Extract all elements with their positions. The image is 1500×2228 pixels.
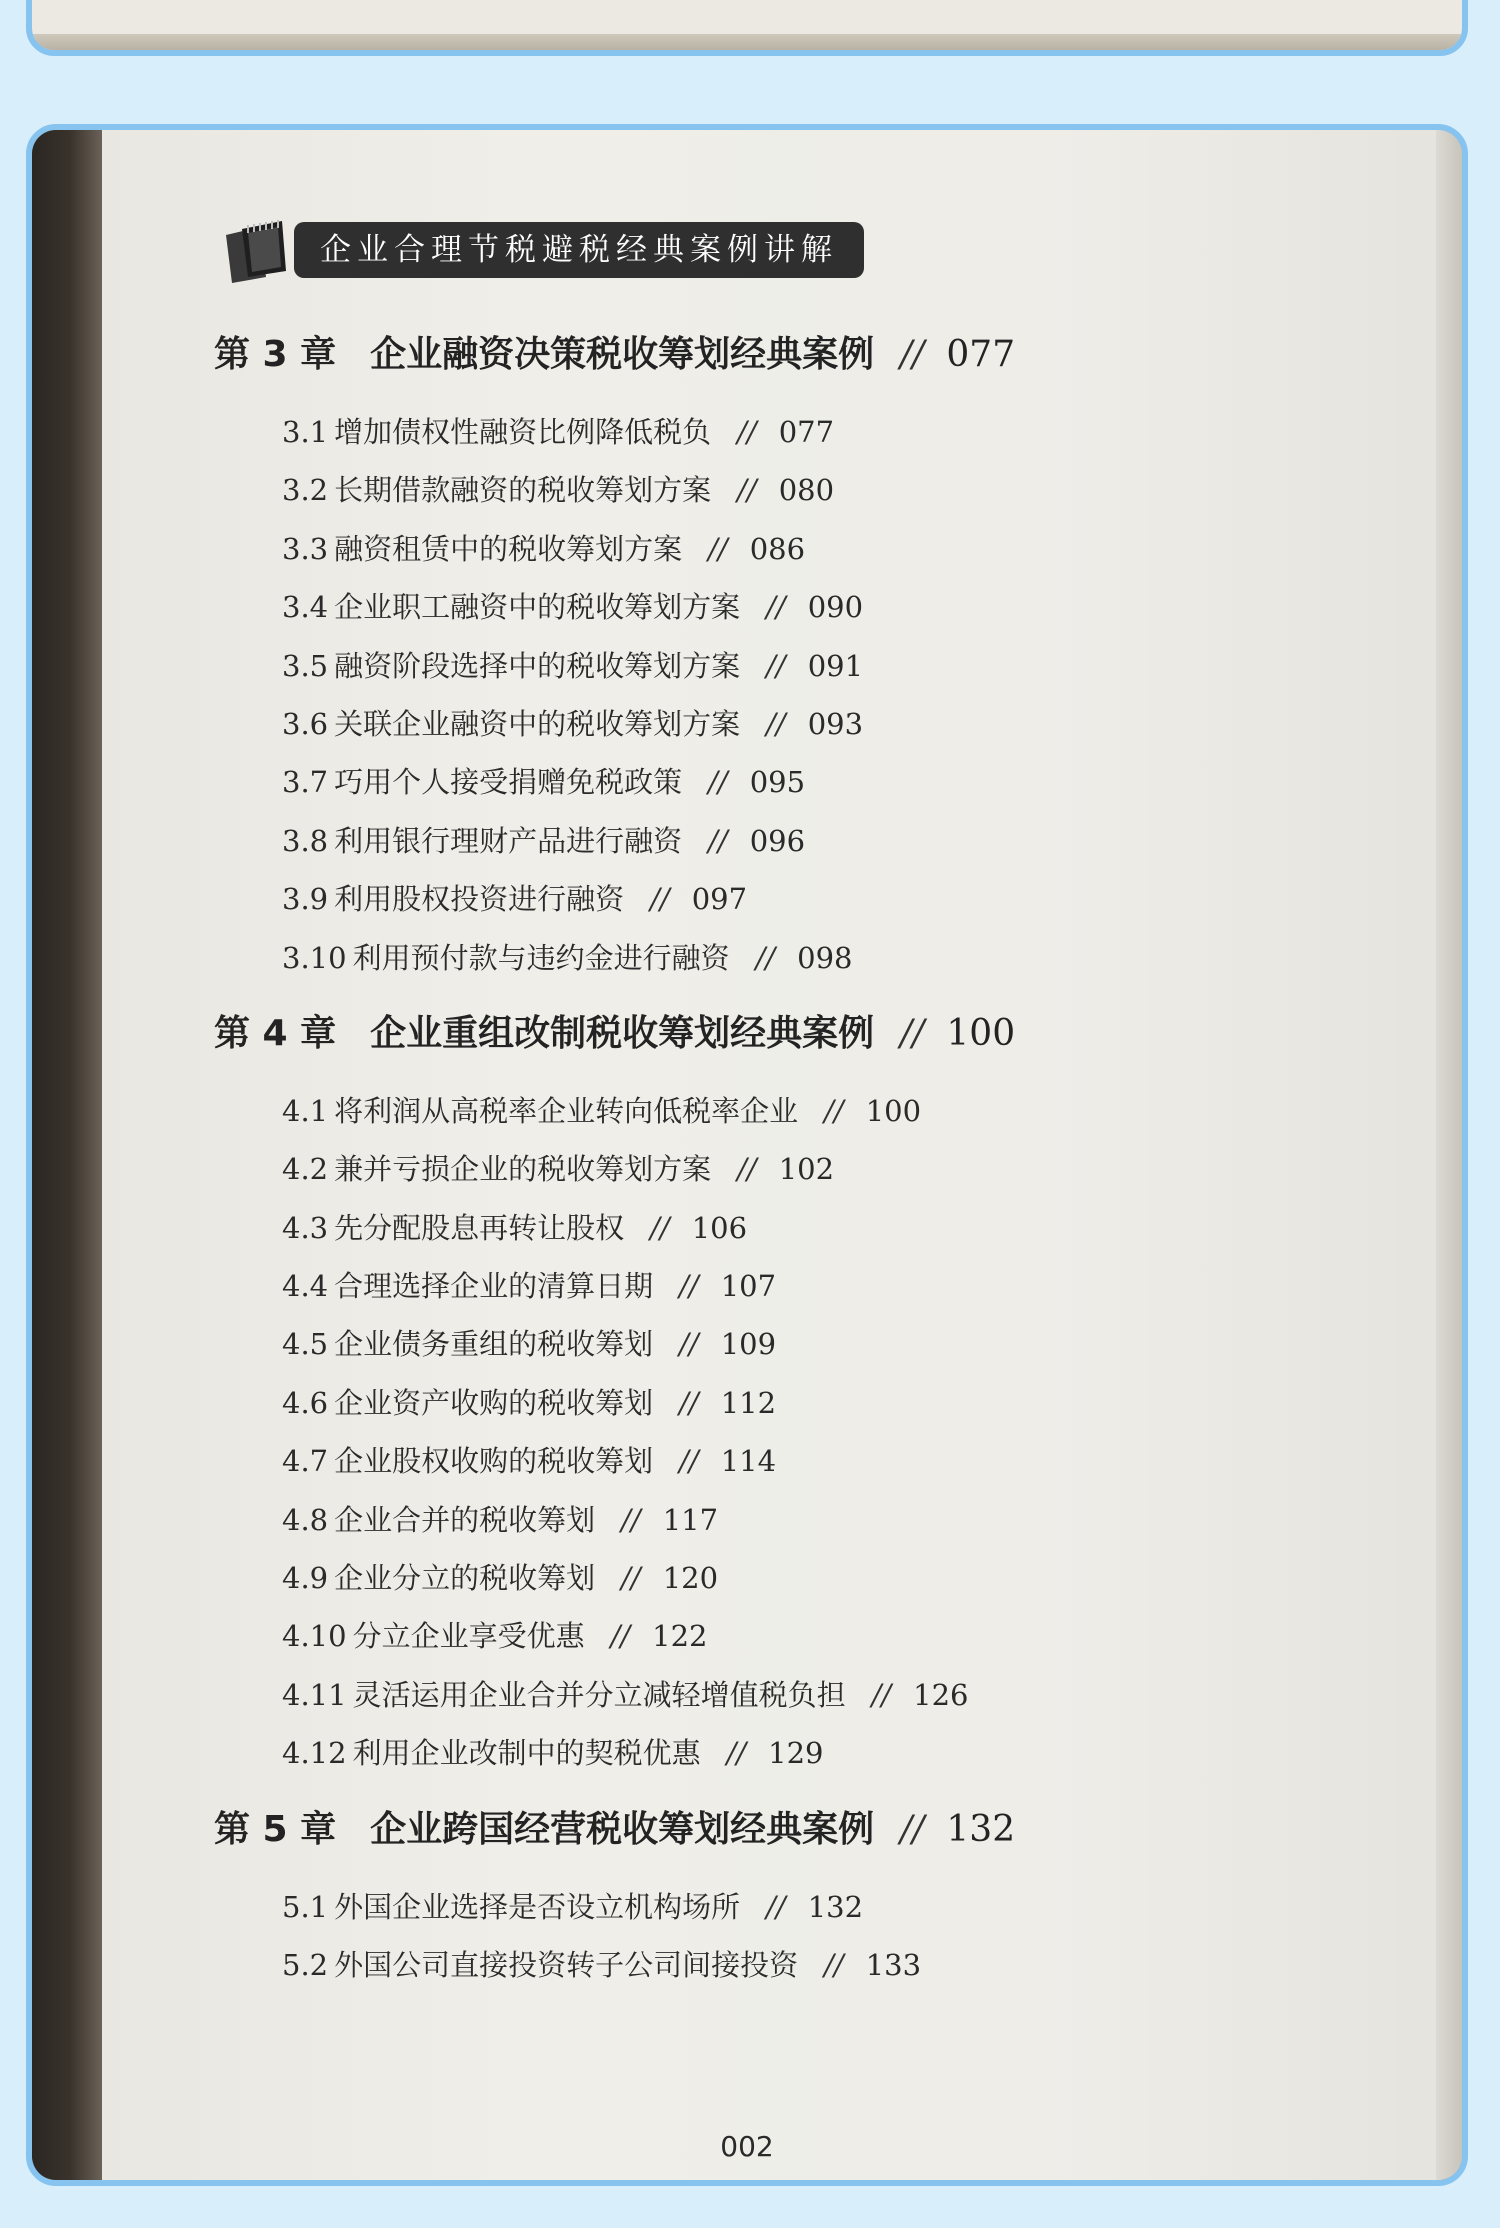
- section-title: 兼并亏损企业的税收筹划方案: [334, 1152, 712, 1187]
- section-page: 120: [662, 1561, 719, 1596]
- toc-entry: [282, 1607, 1402, 1665]
- section-title: 企业职工融资中的税收筹划方案: [334, 590, 741, 625]
- section-code: 3.8: [282, 823, 329, 858]
- section-page: 091: [807, 648, 864, 683]
- section-page: 102: [778, 1152, 835, 1187]
- section-separator: //: [650, 882, 670, 917]
- section-list: [214, 1878, 1402, 1995]
- chapter-heading: [214, 1801, 1402, 1852]
- chapter-page: 132: [946, 1808, 1016, 1850]
- section-title: 企业资产收购的税收筹划: [334, 1385, 654, 1420]
- section-page: 096: [749, 823, 806, 858]
- book-spine: [32, 130, 102, 2180]
- previous-photo-edge: [32, 34, 1462, 50]
- page-number: 002: [720, 2130, 774, 2163]
- chapter-page: 100: [946, 1012, 1016, 1054]
- section-title: 分立企业享受优惠: [352, 1619, 585, 1654]
- section-separator: //: [708, 765, 728, 800]
- section-separator: //: [824, 1947, 844, 1982]
- section-separator: //: [621, 1502, 641, 1537]
- section-page: 112: [720, 1385, 777, 1420]
- section-title: 利用股权投资进行融资: [334, 882, 625, 917]
- chapter-title: 企业重组改制税收筹划经典案例: [370, 1012, 875, 1054]
- section-page: 114: [720, 1444, 777, 1479]
- section-page: 077: [778, 415, 835, 449]
- section-page: 097: [691, 882, 748, 917]
- photo-frame: [26, 124, 1468, 2186]
- book-header: [220, 220, 864, 280]
- toc-entry: [282, 1878, 1402, 1936]
- toc-entry: [282, 1257, 1402, 1315]
- toc-entry: [282, 929, 1402, 987]
- toc-entry: [282, 1724, 1402, 1782]
- section-separator: //: [610, 1619, 631, 1654]
- section-code: 5.2: [282, 1947, 329, 1982]
- section-title: 关联企业融资中的税收筹划方案: [334, 706, 741, 741]
- section-code: 4.10: [282, 1619, 347, 1654]
- chapter-title: 企业跨国经营税收筹划经典案例: [370, 1808, 875, 1850]
- chapter-number: 第 4 章: [214, 1012, 337, 1054]
- section-code: 4.2: [282, 1152, 329, 1187]
- section-code: 4.1: [282, 1093, 329, 1128]
- toc-entry: [282, 870, 1402, 928]
- section-code: 4.7: [282, 1444, 329, 1479]
- section-code: 3.4: [282, 590, 329, 625]
- section-separator: //: [650, 1210, 670, 1245]
- section-title: 利用企业改制中的契税优惠: [352, 1736, 701, 1771]
- section-code: 4.5: [282, 1327, 329, 1362]
- section-code: 4.12: [282, 1736, 347, 1771]
- chapter-separator: //: [900, 334, 925, 375]
- toc-entry: [282, 461, 1402, 519]
- section-code: 3.1: [282, 415, 329, 449]
- toc-entry: [282, 1374, 1402, 1432]
- chapter-block: [214, 326, 1402, 987]
- section-list: [214, 1082, 1402, 1783]
- section-code: 3.6: [282, 706, 329, 741]
- section-separator: //: [737, 1152, 757, 1187]
- chapter-separator: //: [900, 1808, 925, 1850]
- toc-entry: [282, 1082, 1402, 1140]
- section-separator: //: [679, 1327, 699, 1362]
- section-page: 107: [720, 1269, 777, 1304]
- section-title: 利用银行理财产品进行融资: [334, 823, 683, 858]
- previous-photo-frame: [26, 0, 1468, 56]
- toc-entry: [282, 1315, 1402, 1373]
- section-title: 先分配股息再转让股权: [334, 1210, 625, 1245]
- section-separator: //: [824, 1093, 844, 1128]
- section-title: 企业债务重组的税收筹划: [334, 1327, 654, 1362]
- section-title: 合理选择企业的清算日期: [334, 1269, 654, 1304]
- section-code: 4.11: [282, 1677, 347, 1712]
- section-page: 122: [652, 1619, 708, 1654]
- chapter-block: [214, 1005, 1402, 1783]
- section-separator: //: [708, 823, 728, 858]
- chapter-separator: //: [900, 1012, 925, 1054]
- section-code: 3.7: [282, 765, 329, 800]
- toc-entry: [282, 812, 1402, 870]
- section-title: 利用预付款与违约金进行融资: [352, 940, 730, 975]
- section-separator: //: [766, 590, 786, 625]
- section-code: 4.8: [282, 1502, 329, 1537]
- section-title: 外国公司直接投资转子公司间接投资: [334, 1947, 799, 1982]
- section-page: 106: [691, 1210, 748, 1245]
- section-title: 企业股权收购的税收筹划: [334, 1444, 654, 1479]
- section-code: 3.10: [282, 940, 347, 975]
- book-title: 企业合理节税避税经典案例讲解: [294, 222, 864, 278]
- section-page: 090: [807, 590, 864, 625]
- section-code: 4.9: [282, 1561, 329, 1596]
- section-page: 129: [768, 1736, 824, 1771]
- section-title: 企业分立的税收筹划: [334, 1561, 596, 1596]
- toc-entry: [282, 520, 1402, 578]
- section-separator: //: [766, 1889, 786, 1924]
- section-code: 3.3: [282, 531, 329, 566]
- section-title: 将利润从高税率企业转向低税率企业: [334, 1093, 799, 1128]
- toc-entry: [282, 1491, 1402, 1549]
- section-title: 增加债权性融资比例降低税负: [334, 415, 712, 449]
- toc-entry: [282, 403, 1402, 461]
- section-title: 外国企业选择是否设立机构场所: [334, 1889, 741, 1924]
- toc-entry: [282, 1199, 1402, 1257]
- section-separator: //: [766, 648, 786, 683]
- section-separator: //: [708, 531, 728, 566]
- chapter-title: 企业融资决策税收筹划经典案例: [370, 334, 875, 375]
- section-page: 086: [749, 531, 806, 566]
- section-separator: //: [737, 473, 757, 508]
- section-page: 098: [797, 940, 853, 975]
- section-page: 133: [865, 1947, 922, 1982]
- section-separator: //: [755, 940, 776, 975]
- notebook-icon: [220, 217, 300, 283]
- toc-entry: [282, 695, 1402, 753]
- section-page: 126: [913, 1677, 969, 1712]
- section-page: 080: [778, 473, 835, 508]
- section-code: 4.6: [282, 1385, 329, 1420]
- section-code: 5.1: [282, 1889, 329, 1924]
- section-code: 4.4: [282, 1269, 329, 1304]
- chapter-heading: [214, 1005, 1402, 1056]
- section-separator: //: [726, 1736, 747, 1771]
- section-code: 3.2: [282, 473, 329, 508]
- section-separator: //: [621, 1561, 641, 1596]
- section-page: 093: [807, 706, 864, 741]
- section-code: 3.9: [282, 882, 329, 917]
- section-separator: //: [871, 1677, 892, 1712]
- toc-entry: [282, 637, 1402, 695]
- toc-entry: [282, 1549, 1402, 1607]
- section-title: 长期借款融资的税收筹划方案: [334, 473, 712, 508]
- chapter-page: 077: [946, 334, 1016, 375]
- section-code: 3.5: [282, 648, 329, 683]
- section-separator: //: [679, 1269, 699, 1304]
- section-separator: //: [679, 1444, 699, 1479]
- chapter-block: [214, 1801, 1402, 1995]
- page-edge: [1436, 130, 1462, 2180]
- chapter-number: 第 5 章: [214, 1808, 337, 1850]
- section-title: 企业合并的税收筹划: [334, 1502, 596, 1537]
- section-separator: //: [737, 415, 757, 449]
- section-title: 灵活运用企业合并分立减轻增值税负担: [352, 1677, 846, 1712]
- section-page: 109: [720, 1327, 777, 1362]
- section-title: 巧用个人接受捐赠免税政策: [334, 765, 683, 800]
- section-code: 4.3: [282, 1210, 329, 1245]
- toc-entry: [282, 753, 1402, 811]
- section-separator: //: [679, 1385, 699, 1420]
- section-page: 100: [865, 1093, 922, 1128]
- section-separator: //: [766, 706, 786, 741]
- chapter-number: 第 3 章: [214, 334, 337, 375]
- toc-entry: [282, 578, 1402, 636]
- section-list: [214, 403, 1402, 987]
- toc-entry: [282, 1432, 1402, 1490]
- toc-entry: [282, 1140, 1402, 1198]
- section-title: 融资租赁中的税收筹划方案: [334, 531, 683, 566]
- table-of-contents: [214, 326, 1402, 2012]
- toc-entry: [282, 1666, 1402, 1724]
- chapter-heading: [214, 326, 1402, 377]
- toc-entry: [282, 1936, 1402, 1994]
- section-page: 132: [807, 1889, 864, 1924]
- section-page: 095: [749, 765, 806, 800]
- section-title: 融资阶段选择中的税收筹划方案: [334, 648, 741, 683]
- section-page: 117: [662, 1502, 719, 1537]
